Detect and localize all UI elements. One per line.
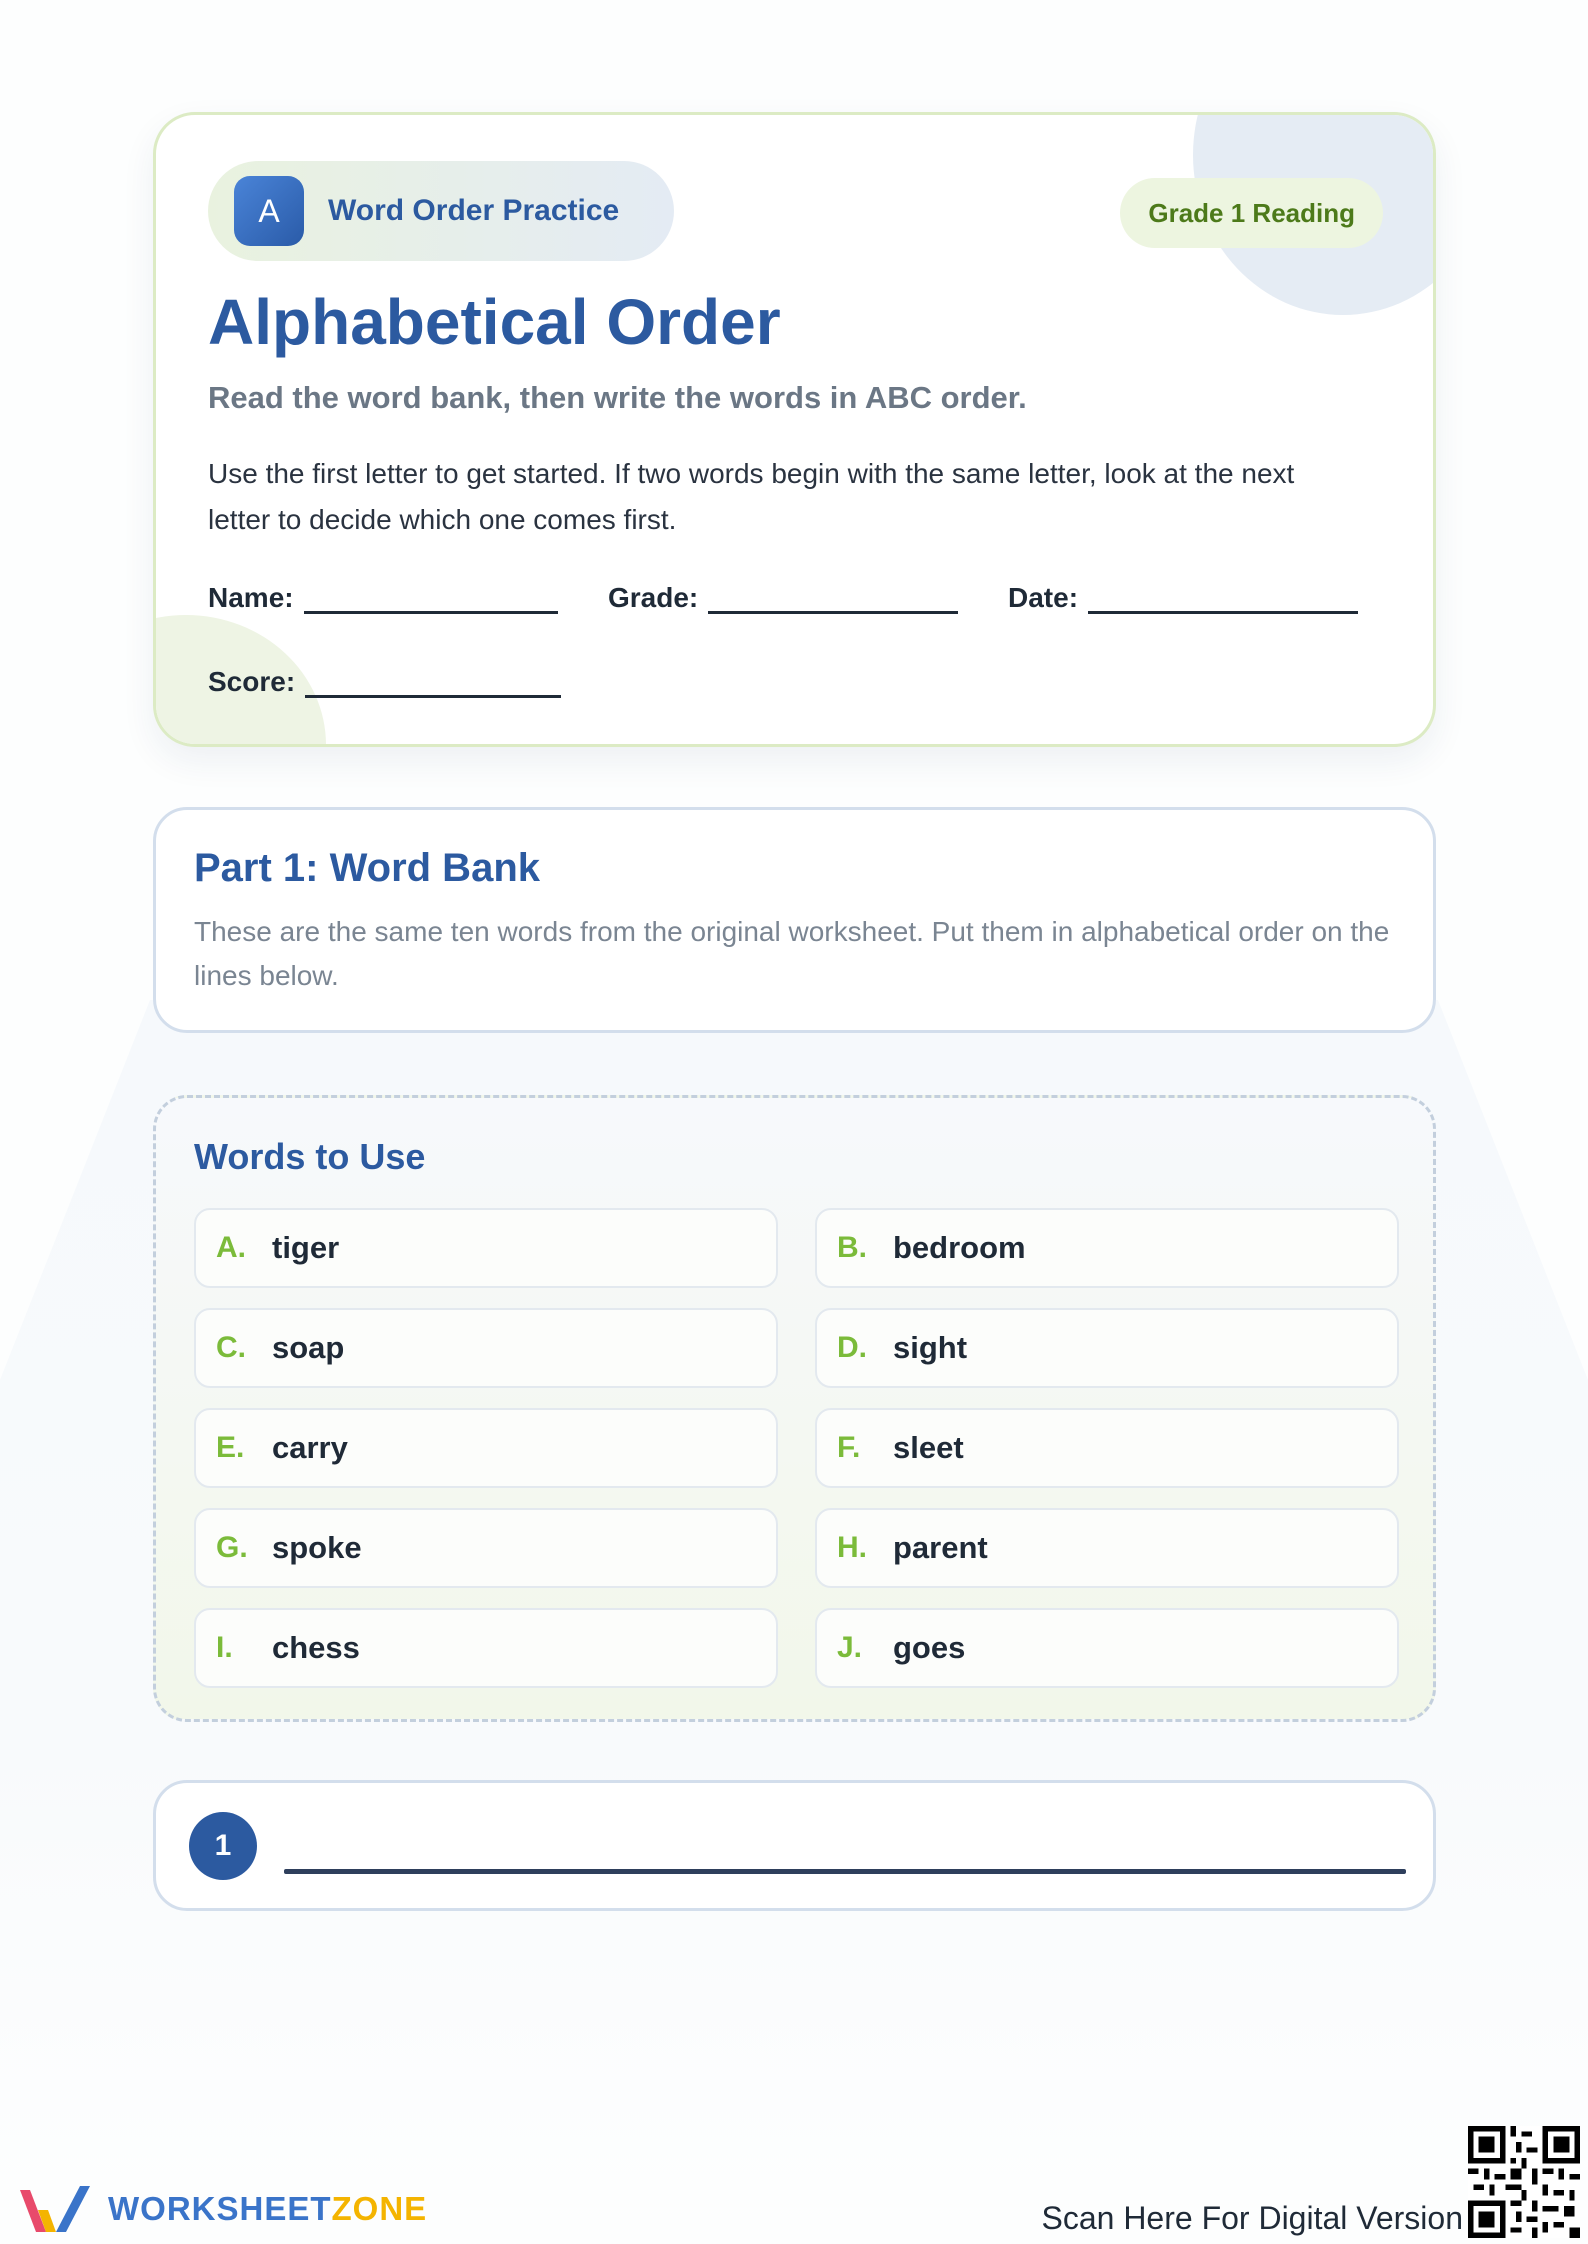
word-letter: A. (216, 1231, 246, 1264)
word-text: carry (272, 1430, 348, 1465)
page-title: Alphabetical Order (208, 286, 781, 358)
word-text: bedroom (893, 1230, 1026, 1265)
words-title: Words to Use (194, 1136, 426, 1177)
word-text: sleet (893, 1430, 964, 1465)
word-letter: E. (216, 1431, 245, 1464)
score-line[interactable] (305, 665, 561, 698)
topic-pill (208, 161, 674, 261)
name-line[interactable] (304, 581, 558, 614)
date-field[interactable] (1008, 581, 1358, 614)
brand-part1: WORKSHEET (108, 2190, 332, 2227)
word-text: chess (272, 1630, 360, 1665)
word-text: spoke (272, 1530, 362, 1565)
word-text: sight (893, 1330, 968, 1365)
worksheetzone-logo-icon (16, 2180, 96, 2240)
section-description: These are the same ten words from the original worksheet. Put them in alphabetical order on the lines below. (194, 916, 1390, 991)
word-letter: C. (216, 1331, 246, 1364)
score-label: Score: (208, 666, 296, 697)
word-bank-card (153, 807, 1436, 1033)
grade-line[interactable] (708, 581, 958, 614)
word-text: tiger (272, 1230, 340, 1265)
word-letter: B. (837, 1231, 867, 1264)
word-text: goes (893, 1630, 966, 1665)
page-subtitle: Read the word bank, then write the words in ABC order. (208, 380, 1027, 415)
section-title: Part 1: Word Bank (194, 846, 540, 890)
word-item (194, 1608, 778, 1688)
brand-name (108, 2190, 427, 2228)
name-label: Name: (208, 582, 294, 613)
grade-badge: Grade 1 Reading (1120, 178, 1383, 248)
word-letter: J. (837, 1631, 863, 1664)
instructions: Use the first letter to get started. If two words begin with the same letter, look at the next letter to decide which one comes first. (208, 458, 1295, 535)
word-item (815, 1608, 1399, 1688)
word-item (194, 1508, 778, 1588)
header-card (153, 112, 1436, 747)
word-text: soap (272, 1330, 345, 1365)
word-item (815, 1508, 1399, 1588)
brand-part2: ZONE (331, 2190, 428, 2227)
date-line[interactable] (1088, 581, 1358, 614)
words-to-use-box (153, 1095, 1436, 1722)
word-text: parent (893, 1530, 988, 1565)
qr-code-icon[interactable] (1468, 2126, 1580, 2238)
grade-label: Grade: (608, 582, 699, 613)
word-letter: I. (216, 1631, 233, 1664)
score-field[interactable] (208, 665, 561, 698)
word-letter: G. (216, 1531, 248, 1564)
word-item (815, 1208, 1399, 1288)
answer-row (153, 1780, 1436, 1911)
grade-field[interactable] (608, 581, 958, 614)
answer-line[interactable] (284, 1869, 1406, 1874)
answer-number: 1 (189, 1812, 257, 1880)
word-letter: F. (837, 1431, 861, 1464)
word-letter: H. (837, 1531, 867, 1564)
word-item (194, 1308, 778, 1388)
name-field[interactable] (208, 581, 558, 614)
word-item (815, 1308, 1399, 1388)
date-label: Date: (1008, 582, 1079, 613)
word-item (194, 1208, 778, 1288)
scan-text: Scan Here For Digital Version (1041, 2200, 1463, 2236)
letter-badge-icon: A (234, 176, 304, 246)
word-letter: D. (837, 1331, 867, 1364)
word-item (815, 1408, 1399, 1488)
word-item (194, 1408, 778, 1488)
topic-label: Word Order Practice (328, 194, 620, 227)
